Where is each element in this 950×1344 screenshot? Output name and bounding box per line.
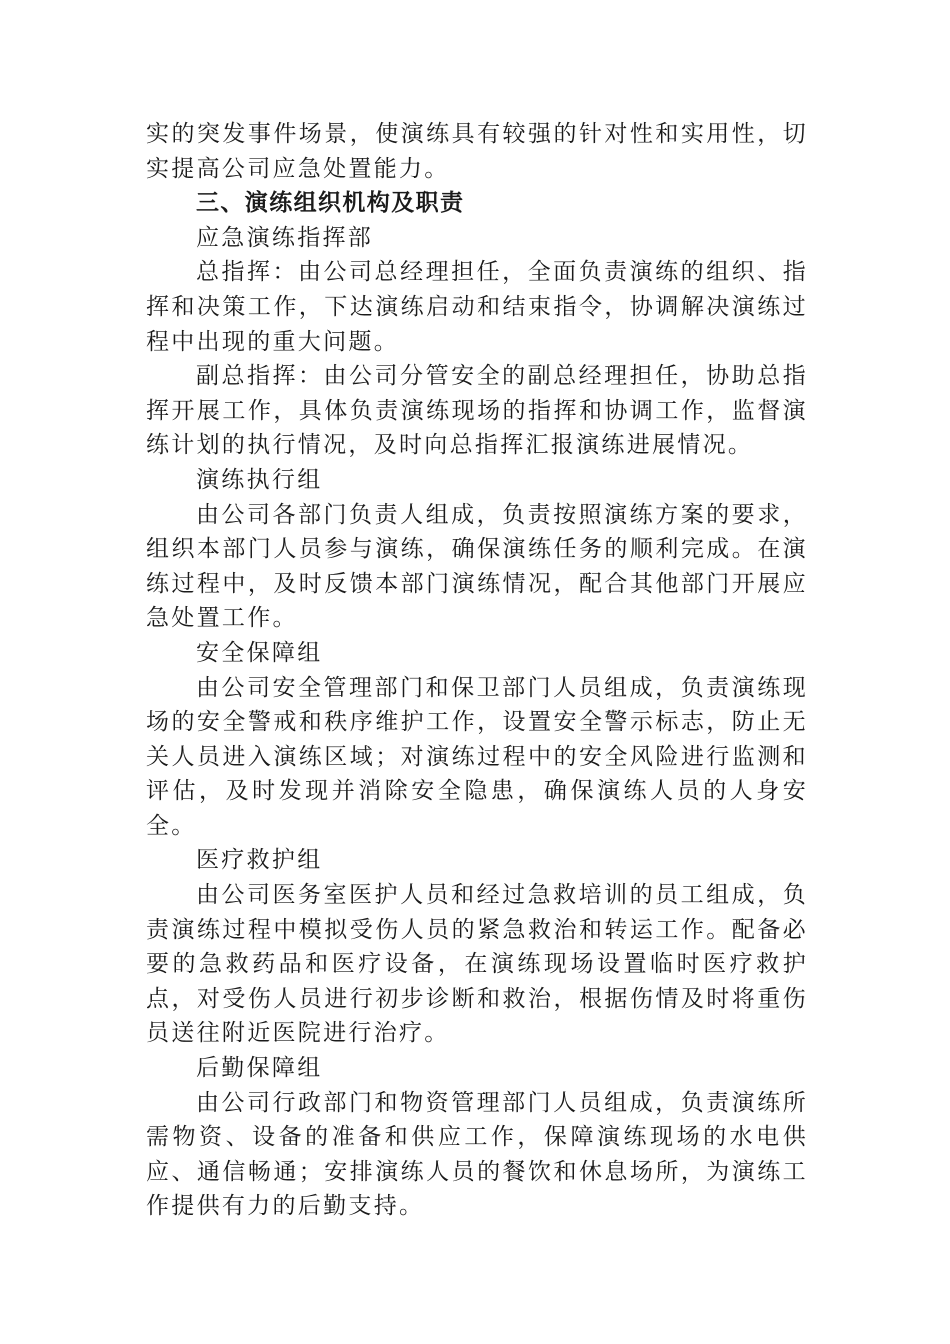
command-title: 应急演练指挥部 [196, 224, 374, 251]
deputy-commander-paragraph: 副总指挥：由公司分管安全的副总经理担任，协助总指挥开展工作，具体负责演练现场的指挥和协调工作，监督演练计划的执行情况，及时向总指挥汇报演练进展情况。 [146, 363, 808, 459]
medical-group-title: 医疗救护组 [196, 847, 323, 874]
security-group-title: 安全保障组 [196, 639, 323, 666]
logistics-group-title: 后勤保障组 [196, 1055, 323, 1082]
chief-commander-paragraph: 总指挥：由公司总经理担任，全面负责演练的组织、指挥和决策工作，下达演练启动和结束指令，协调解决演练过程中出现的重大问题。 [146, 259, 808, 355]
section-heading: 三、演练组织机构及职责 [196, 190, 465, 217]
document-page [146, 117, 808, 1224]
security-group-paragraph: 由公司安全管理部门和保卫部门人员组成，负责演练现场的安全警戒和秩序维护工作，设置安全警示标志，防止无关人员进入演练区域；对演练过程中的安全风险进行监测和评估，及时发现并消除安全隐患，确保演练人员的人身安全。 [146, 674, 808, 839]
continuation-paragraph: 实的突发事件场景，使演练具有较强的针对性和实用性，切实提高公司应急处置能力。 [146, 121, 808, 182]
medical-group-paragraph: 由公司医务室医护人员和经过急救培训的员工组成，负责演练过程中模拟受伤人员的紧急救治和转运工作。配备必要的急救药品和医疗设备，在演练现场设置临时医疗救护点，对受伤人员进行初步诊断和救治，根据伤情及时将重伤员送往附近医院进行治疗。 [146, 882, 808, 1047]
logistics-group-paragraph: 由公司行政部门和物资管理部门人员组成，负责演练所需物资、设备的准备和供应工作，保障演练现场的水电供应、通信畅通；安排演练人员的餐饮和休息场所，为演练工作提供有力的后勤支持。 [146, 1089, 808, 1220]
execution-group-paragraph: 由公司各部门负责人组成，负责按照演练方案的要求，组织本部门人员参与演练，确保演练任务的顺利完成。在演练过程中，及时反馈本部门演练情况，配合其他部门开展应急处置工作。 [146, 501, 808, 632]
execution-group-title: 演练执行组 [196, 466, 323, 493]
